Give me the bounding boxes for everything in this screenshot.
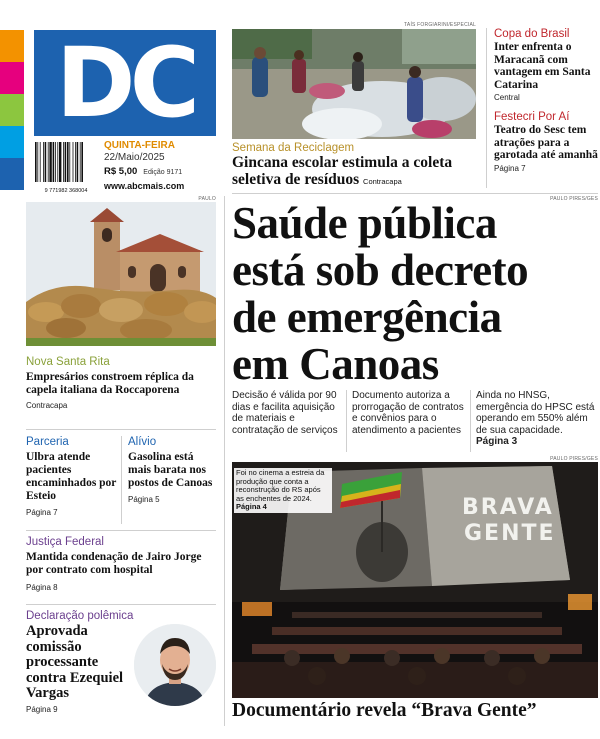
capela-kicker: Nova Santa Rita [26, 356, 110, 368]
alivio-page-ref: Página 5 [128, 495, 160, 504]
reciclagem-kicker: Semana da Reciclagem [232, 142, 355, 154]
barcode-number: 9 771982 368004 [44, 188, 88, 194]
screen-text-1: BRAVA [462, 495, 554, 520]
strip-segment-green [0, 94, 24, 126]
barcode-bar [55, 142, 56, 182]
barcode-bar [35, 142, 37, 182]
main-headline-line-1: Saúde pública [232, 198, 497, 248]
chapel-image [26, 202, 216, 346]
copa-kicker: Copa do Brasil [494, 28, 570, 40]
website: www.abcmais.com [104, 181, 185, 191]
screen-text-2: GENTE [464, 521, 556, 546]
capela-headline: Empresários constroem réplica da capela italiana da Roccaporena [26, 371, 194, 396]
main-summary-1: Decisão é válida por 90 dias e facilita aquisição de materiais e contratação de serviços [232, 390, 338, 436]
brand-color-strip [0, 30, 24, 190]
main-photo-credit: PAULO PIRES/GES [550, 196, 598, 202]
barcode-bar [77, 142, 79, 182]
justica-story[interactable] [26, 536, 216, 592]
barcode-bar [49, 142, 51, 182]
alivio-story[interactable] [128, 436, 216, 504]
copa-headline: Inter enfrenta o Maracanã com vantagem em Santa Catarina [494, 41, 591, 91]
barcode-bar [81, 142, 83, 182]
barcode-bar [65, 142, 67, 182]
divider-main-left [224, 196, 225, 726]
divider-summary-2 [470, 390, 471, 452]
barcode-bar [73, 142, 74, 182]
barcode-bar [67, 142, 69, 182]
man-portrait-image [134, 624, 216, 706]
divider-summary-1 [346, 390, 347, 452]
capela-story[interactable] [26, 356, 216, 410]
barcode-bar [48, 142, 49, 182]
portrait-photo [134, 624, 216, 706]
divider-left-mid [121, 436, 122, 524]
price: R$ 5,00 [104, 166, 138, 177]
barcode-bar [43, 142, 44, 182]
barcode-bar [45, 142, 47, 182]
festecri-headline: Teatro do Sesc tem atrações para a garotada até amanhã [494, 124, 598, 161]
cinema-photo-credit: PAULO PIRES/GES [550, 456, 598, 462]
divider-left-3 [26, 604, 216, 605]
barcode-bar [59, 142, 61, 182]
main-headline-line-4: em Canoas [232, 339, 439, 389]
divider-top-right [486, 28, 487, 188]
logo-text: DC [55, 27, 195, 139]
barcode-bar [75, 142, 76, 182]
alivio-kicker: Alívio [128, 436, 157, 448]
main-summary-page-ref: Página 3 [476, 436, 518, 447]
recycling-scene-image [232, 29, 476, 139]
capela-page-ref: Contracapa [26, 401, 68, 410]
parceria-kicker: Parceria [26, 436, 69, 448]
masthead-logo [34, 27, 216, 139]
main-summary-2: Documento autoriza a prorrogação de contratos e convênios para o atendimento a pacientes [352, 390, 464, 436]
barcode-bar [37, 142, 38, 182]
cinema-headline[interactable]: Documentário revela “Brava Gente” [232, 700, 537, 721]
strip-segment-orange [0, 30, 24, 62]
divider-left-2 [26, 530, 216, 531]
capela-photo[interactable] [26, 202, 216, 346]
justica-page-ref: Página 8 [26, 583, 58, 592]
festecri-page-ref: Página 7 [494, 163, 526, 173]
main-summary-3: Ainda no HNSG, emergência do HPSC está operando em 550% além de sua capacidade. Página 3 [476, 390, 595, 447]
barcode [34, 142, 98, 194]
reciclagem-photo-credit: TAÍS FORGIARINI/ESPECIAL [404, 22, 476, 28]
festecri-kicker: Festecri Por Aí [494, 111, 570, 123]
declaracao-kicker: Declaração polêmica [26, 610, 134, 622]
issue-date: 22/Maio/2025 [104, 152, 165, 163]
reciclagem-story[interactable] [232, 142, 480, 190]
declaracao-headline: Aprovada comissão processante contra Ezequiel Vargas [26, 623, 124, 701]
festecri-story[interactable] [494, 111, 598, 173]
cinema-caption: Foi no cinema a estreia da produção que conta a reconstrução do RS após as enchentes de 2024. Página 4 [234, 468, 332, 513]
main-headline-line-2: está sob decreto [232, 245, 529, 295]
barcode-bar [63, 142, 64, 182]
weekday: QUINTA-FEIRA [104, 140, 175, 151]
edition: Edição 9171 [143, 169, 183, 176]
barcode-bar [80, 142, 81, 182]
strip-segment-cyan [0, 126, 24, 158]
declaracao-page-ref: Página 9 [26, 704, 58, 714]
parceria-page-ref: Página 7 [26, 508, 58, 517]
reciclagem-page-ref: Contracapa [363, 177, 402, 186]
divider-header [232, 193, 598, 194]
reciclagem-headline: Gincana escolar estimula a coleta seletiva de resíduos Contracapa [232, 154, 453, 188]
barcode-bars [34, 142, 98, 182]
strip-segment-blue [0, 158, 24, 190]
parceria-headline: Ulbra atende pacientes encaminhados por Esteio [26, 451, 117, 502]
reciclagem-photo[interactable] [232, 29, 476, 139]
parceria-story[interactable] [26, 436, 118, 517]
barcode-bar [69, 142, 70, 182]
divider-left-1 [26, 429, 216, 430]
declaracao-story[interactable] [26, 610, 216, 720]
barcode-bar [53, 142, 55, 182]
barcode-bar [40, 142, 41, 182]
barcode-bar [57, 142, 58, 182]
alivio-headline: Gasolina está mais barata nos postos de Canoas [128, 451, 213, 489]
copa-story[interactable] [494, 28, 598, 102]
capela-photo-credit: PAULO [198, 196, 216, 202]
main-headline-line-3: de emergência [232, 292, 502, 342]
cinema-photo[interactable] [232, 462, 598, 698]
masthead-info [104, 140, 216, 191]
justica-headline: Mantida condenação de Jairo Jorge por contrato com hospital [26, 551, 202, 576]
justica-kicker: Justiça Federal [26, 536, 104, 548]
copa-page-ref: Central [494, 93, 520, 102]
strip-segment-magenta [0, 62, 24, 94]
main-headline[interactable] [232, 200, 598, 388]
cinema-caption-ref: Página 4 [236, 502, 267, 511]
